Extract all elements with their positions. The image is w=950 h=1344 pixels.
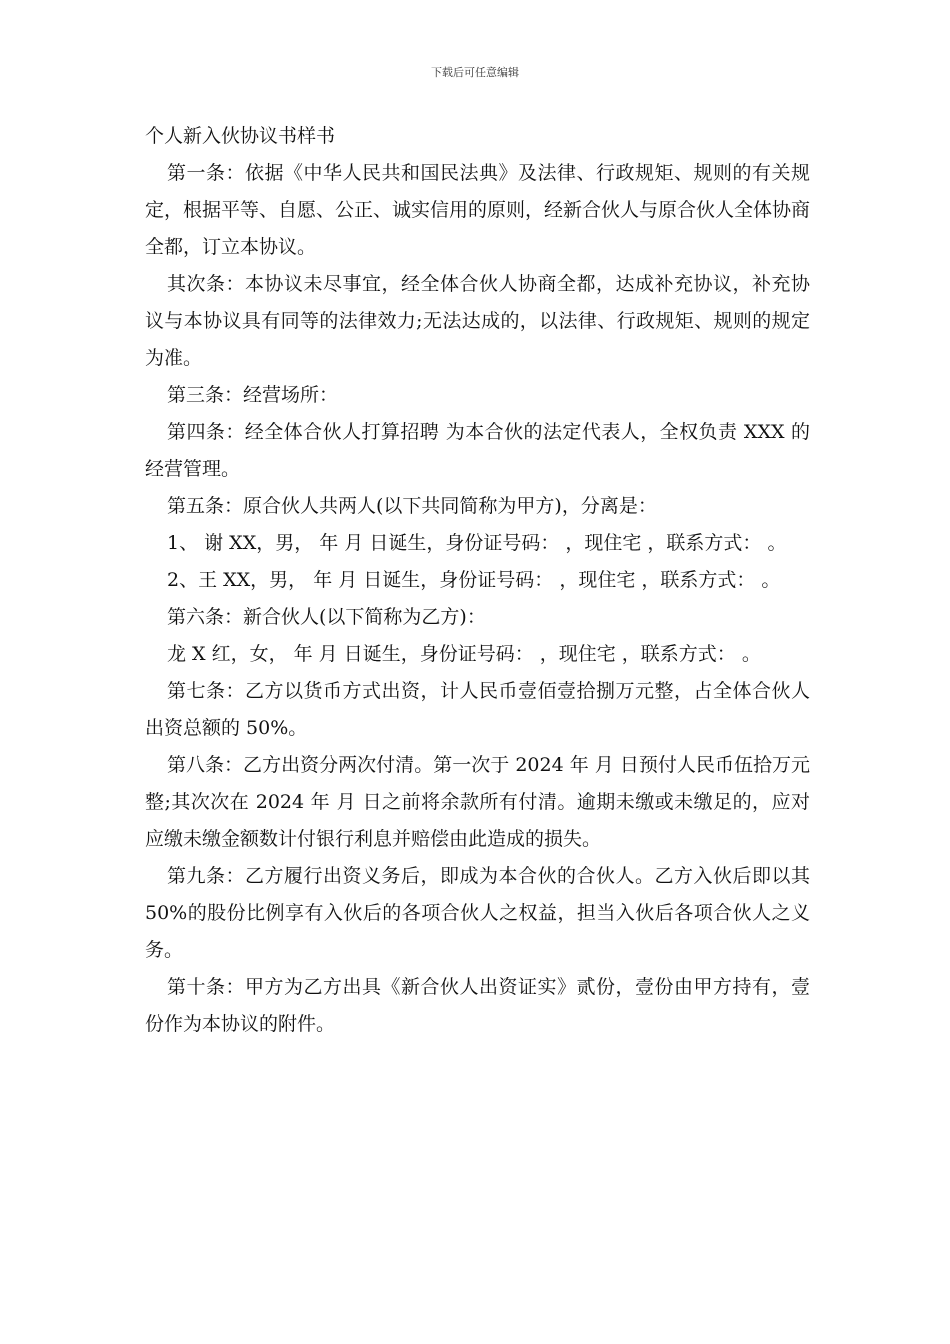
new-partner-info: 龙 X 红，女， 年 月 日诞生，身份证号码： ，现住宅 ，联系方式： 。 [167, 643, 761, 665]
clause-9: 第九条：乙方履行出资义务后，即成为本合伙的合伙人。乙方入伙后即以其 50%的股份比例享有入伙后的各项合伙人之权益，担当入伙后各项合伙人之义务。 [145, 865, 810, 961]
clause-1: 第一条：依据《中华人民共和国民法典》及法律、行政规矩、规则的有关规定，根据平等、自愿、公正、诚实信用的原则，经新合伙人与原合伙人全体协商全都，订立本协议。 [145, 162, 811, 258]
clause-8: 第八条：乙方出资分两次付清。第一次于 2024 年 月 日预付人民币伍拾万元整;其次次在 2024 年 月 日之前将余款所有付清。逾期未缴或未缴足的，应对应缴未缴金额数计付银行利息并赔偿由此造成的损失。 [145, 754, 810, 850]
clause-10: 第十条：甲方为乙方出具《新合伙人出资证实》贰份，壹份由甲方持有，壹份作为本协议的附件。 [145, 976, 810, 1035]
clause-2: 其次条：本协议未尽事宜，经全体合伙人协商全都，达成补充协议，补充协议与本协议具有同等的法律效力;无法达成的，以法律、行政规矩、规则的规定为准。 [145, 273, 810, 369]
clause-6: 第六条：新合伙人(以下简称为乙方)： [167, 606, 486, 628]
clause-3: 第三条：经营场所： [167, 384, 339, 406]
partner-2-info: 2、王 XX，男， 年 月 日诞生，身份证号码： ，现住宅 ，联系方式： 。 [167, 569, 781, 591]
clause-5: 第五条：原合伙人共两人(以下共同简称为甲方)，分离是： [167, 495, 657, 517]
clause-7: 第七条：乙方以货币方式出资，计人民币壹佰壹拾捌万元整，占全体合伙人出资总额的 50%。 [145, 680, 810, 739]
clause-4: 第四条：经全体合伙人打算招聘 为本合伙的法定代表人，全权负责 XXX 的经营管理。 [145, 421, 810, 480]
partner-1-info: 1、 谢 XX，男， 年 月 日诞生，身份证号码： ，现住宅 ，联系方式： 。 [167, 532, 787, 554]
document-title: 个人新入伙协议书样书 [145, 125, 336, 147]
page-header-note: 下载后可任意编辑 [431, 66, 519, 79]
document-body [145, 118, 810, 1043]
